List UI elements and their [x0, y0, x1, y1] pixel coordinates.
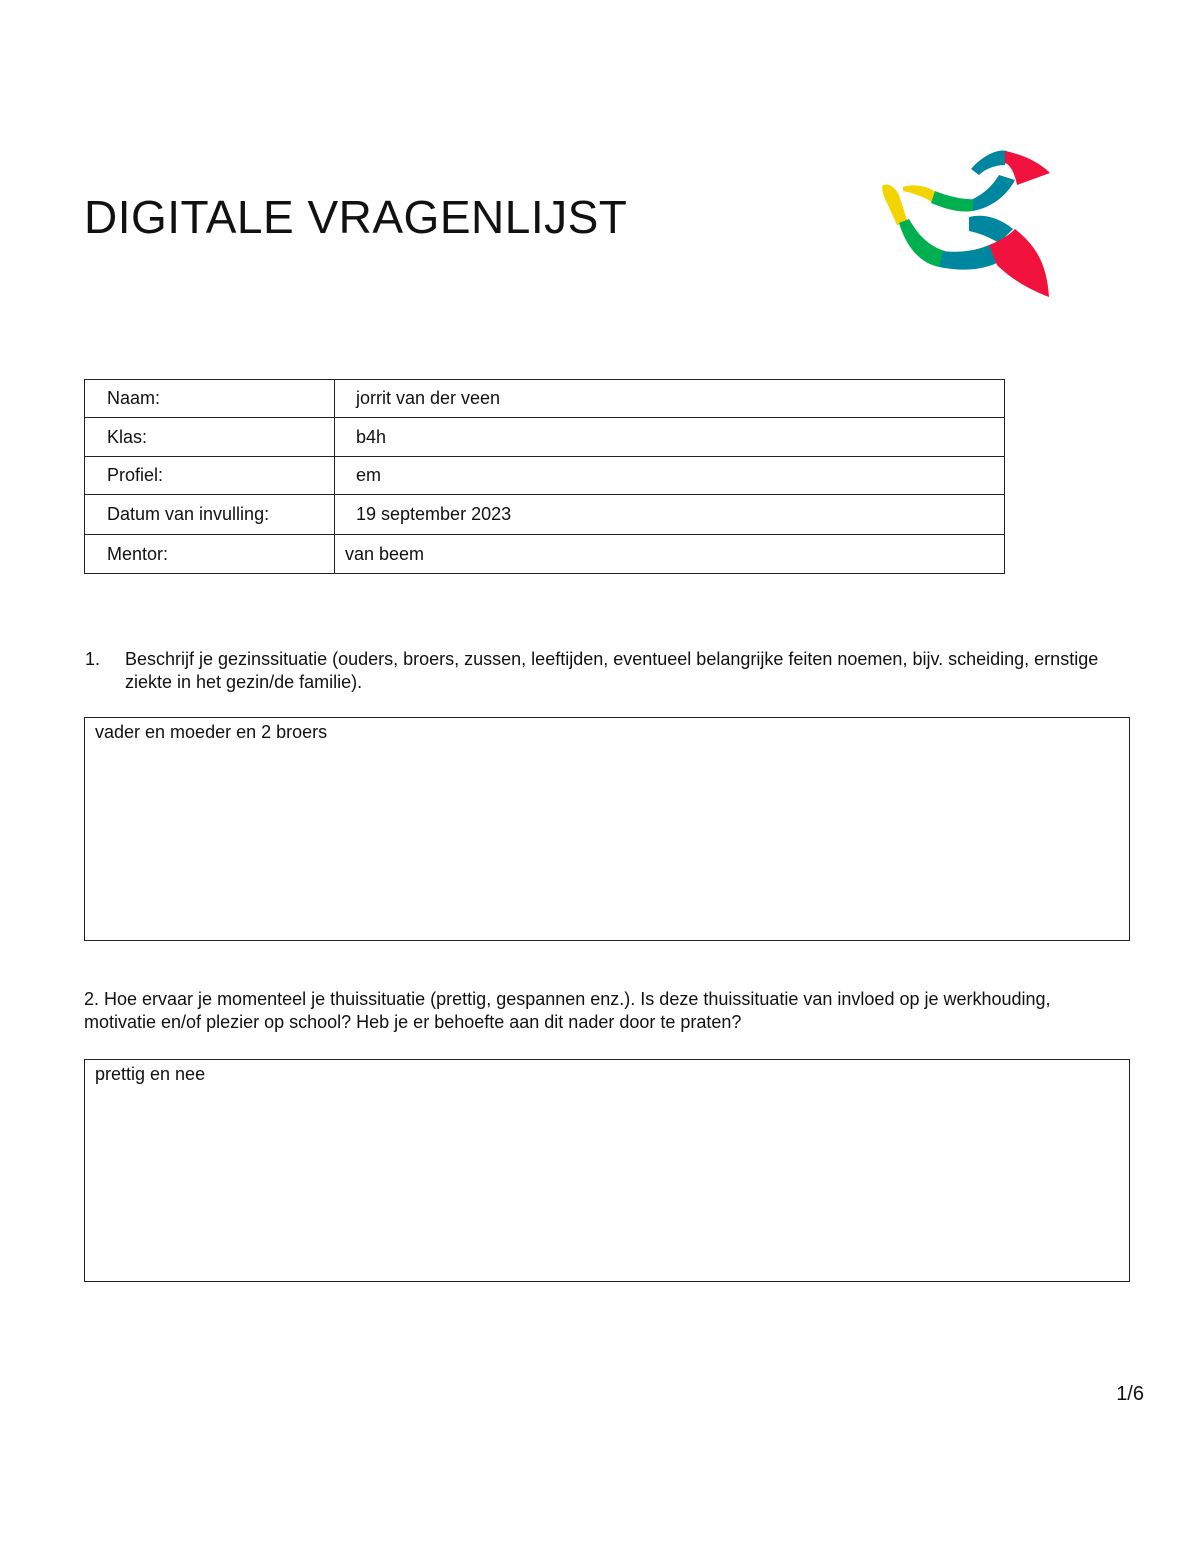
page-title: DIGITALE VRAGENLIJST: [84, 191, 628, 243]
page-number: 1/6: [1116, 1383, 1144, 1405]
info-row-klas: [85, 418, 1005, 457]
info-value[interactable]: em: [335, 457, 1005, 495]
info-table: [84, 379, 1005, 574]
answer-text: prettig en nee: [95, 1064, 206, 1084]
answer-box[interactable]: [84, 717, 1130, 941]
info-row-profiel: [85, 457, 1005, 495]
info-value[interactable]: 19 september 2023: [335, 495, 1005, 535]
info-row-mentor: [85, 535, 1005, 574]
info-row-naam: [85, 380, 1005, 418]
info-label: Mentor:: [85, 535, 335, 574]
info-value[interactable]: b4h: [335, 418, 1005, 457]
info-value[interactable]: van beem: [335, 535, 1005, 574]
answer-text: vader en moeder en 2 broers: [95, 722, 328, 742]
answer-box[interactable]: [84, 1059, 1130, 1282]
question-number: 1.: [85, 649, 101, 669]
info-label: Naam:: [85, 380, 335, 418]
info-label: Profiel:: [85, 457, 335, 495]
colorful-hands-logo-icon: [875, 145, 1060, 305]
question-text: 2. Hoe ervaar je momenteel je thuissituatie (prettig, gespannen enz.). Is deze thuissituatie van invloed op je werkhouding, motivatie en/of plezier op school? Heb je er behoefte aan dit nader door te praten?: [84, 989, 1051, 1032]
info-row-datum: [85, 495, 1005, 535]
info-label: Klas:: [85, 418, 335, 457]
info-label: Datum van invulling:: [85, 495, 335, 535]
info-value[interactable]: jorrit van der veen: [335, 380, 1005, 418]
question-text: Beschrijf je gezinssituatie (ouders, broers, zussen, leeftijden, eventueel belangrijke feiten noemen, bijv. scheiding, ernstige ziekte in het gezin/de familie).: [125, 649, 1099, 692]
